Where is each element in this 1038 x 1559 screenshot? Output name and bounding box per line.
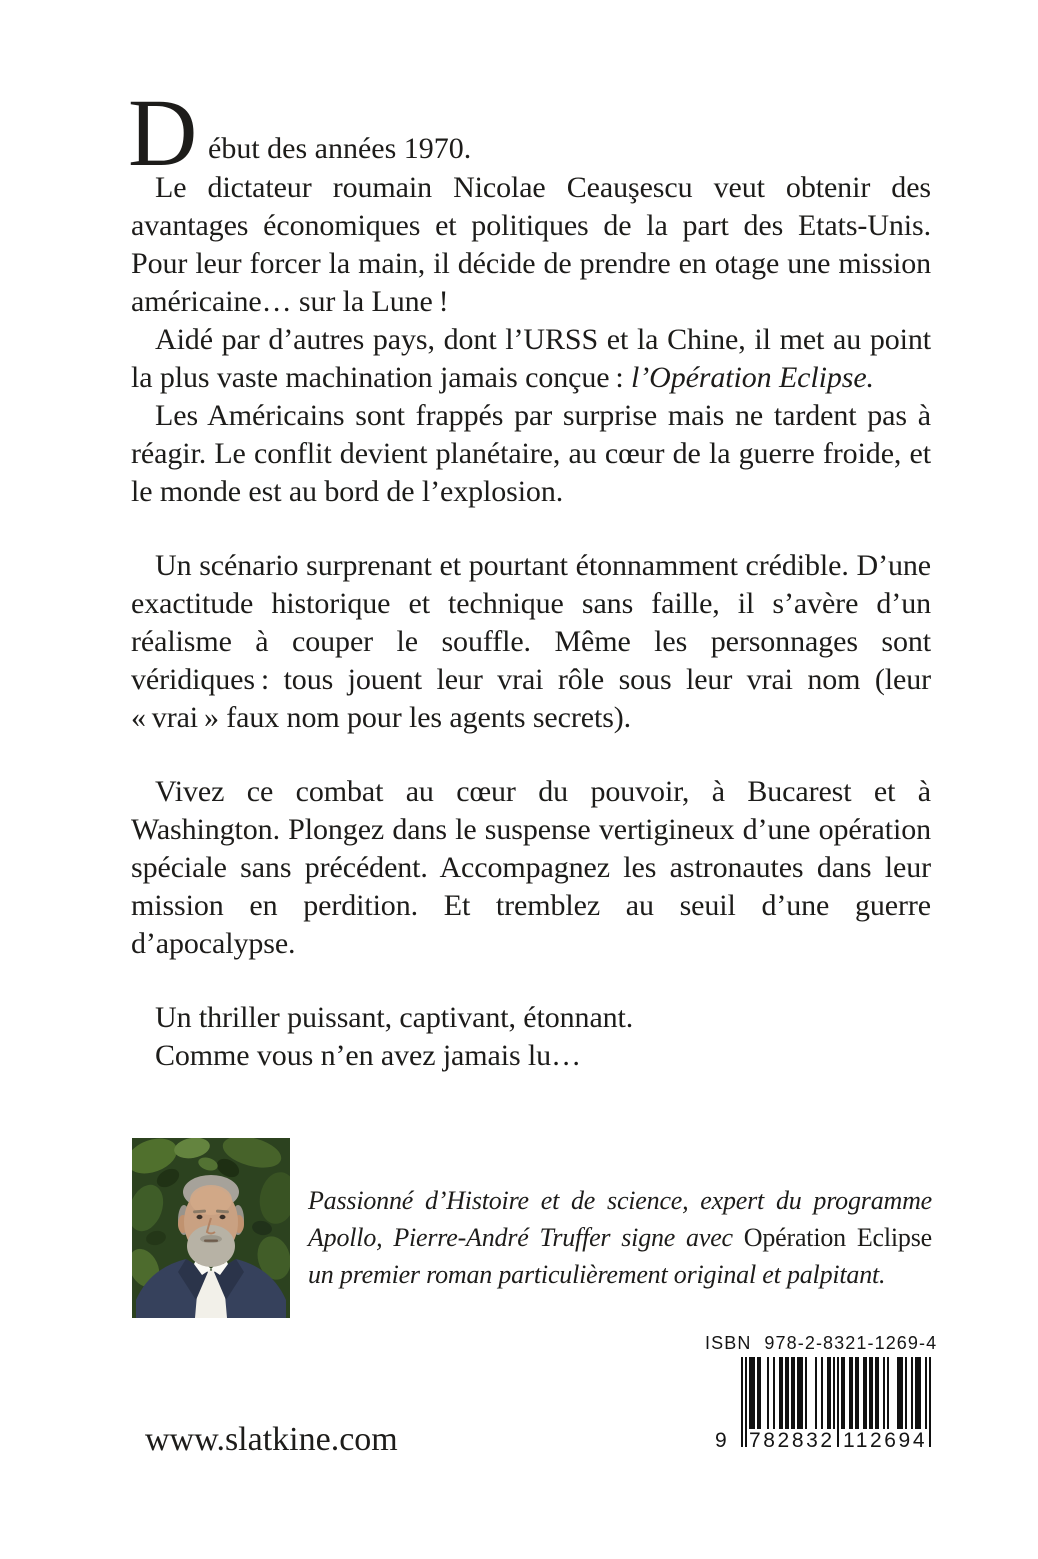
synopsis-paragraph	[131, 321, 931, 397]
isbn-line	[705, 1333, 938, 1354]
synopsis-paragraphs	[131, 169, 931, 1075]
text-run: Vivez ce combat au cœur du pouvoir, à Bucarest et à Washington. Plongez dans le suspense vertigineux d’une opération spéciale sans précédent. Accompagnez les astronautes dans leur mission en perdition. Et tremblez au seuil d’une guerre d’apocalypse.	[131, 775, 931, 960]
text-run: Le dictateur roumain Nicolae Ceauşescu veut obtenir des avantages économiques et politiques de la part des Etats-Unis. Pour leur forcer la main, il décide de prendre en otage une mission américaine… sur la Lune !	[131, 171, 931, 318]
ean-digit-first: 9	[715, 1429, 727, 1452]
author-bio	[308, 1182, 932, 1293]
ean-digits-right: 112694	[843, 1429, 928, 1452]
isbn-number: 978-2-8321-1269-4	[764, 1333, 938, 1353]
synopsis-paragraph	[131, 999, 931, 1037]
opening-line: ébut des années 1970.	[208, 132, 472, 165]
synopsis-paragraph	[131, 547, 931, 737]
ean-barcode	[715, 1357, 931, 1459]
synopsis-paragraph	[131, 773, 931, 963]
opening-paragraph	[128, 79, 931, 186]
isbn-barcode-block	[705, 1333, 938, 1459]
synopsis-paragraph	[131, 1037, 931, 1075]
text-run: Opération Eclipse	[743, 1223, 932, 1252]
italic-run: l’Opération Eclipse.	[631, 361, 874, 394]
publisher-website: www.slatkine.com	[145, 1421, 398, 1458]
text-run: Les Américains sont frappés par surprise mais ne tardent pas à réagir. Le conflit devient planétaire, au cœur de la guerre froide, et le monde est au bord de l’explosion.	[131, 399, 931, 508]
dropcap-letter: D	[128, 79, 198, 186]
ean-digits-left: 782832	[749, 1429, 835, 1452]
synopsis-paragraph	[131, 397, 931, 511]
text-run: Aidé par d’autres pays, dont l’URSS et la Chine, il met au point la plus vaste machination jamais conçue :	[131, 323, 931, 394]
isbn-label: ISBN	[705, 1333, 752, 1353]
synopsis	[128, 79, 931, 1075]
author-photo	[132, 1138, 290, 1318]
italic-run: Passionné d’Histoire et de science, expert du programme Apollo, Pierre-André Truffer signe avec	[308, 1186, 932, 1252]
text-run: Un scénario surprenant et pourtant étonnamment crédible. D’une exactitude historique et technique sans faille, il s’avère d’un réalisme à couper le souffle. Même les personnages sont véridiques : tous jouent leur vrai rôle sous leur vrai nom (leur « vrai » faux nom pour les agents secrets).	[131, 549, 931, 734]
text-run: Un thriller puissant, captivant, étonnant.	[155, 1001, 634, 1034]
text-run: Comme vous n’en avez jamais lu…	[155, 1039, 581, 1072]
italic-run: un premier roman particulièrement original et palpitant.	[308, 1260, 886, 1289]
synopsis-paragraph	[131, 169, 931, 321]
